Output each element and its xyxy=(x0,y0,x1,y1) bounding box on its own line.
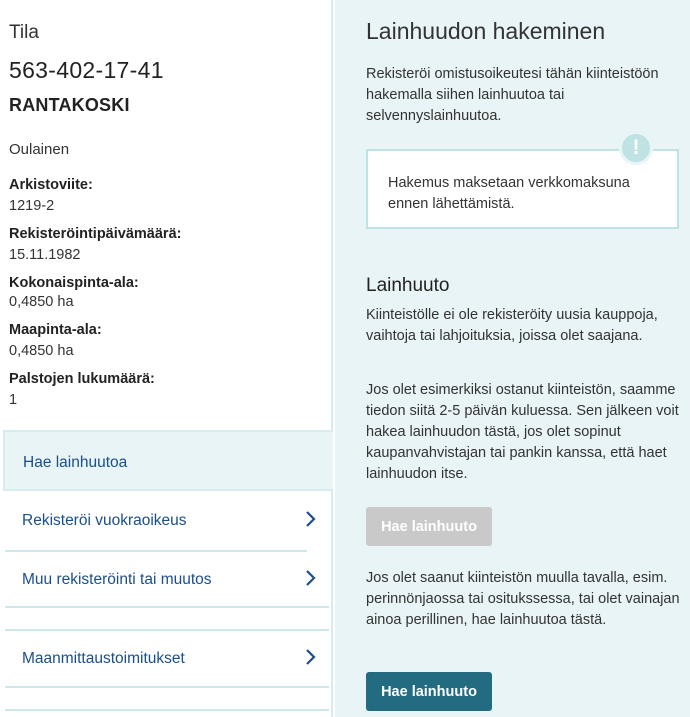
nav-item-maanmittaustoimitukset[interactable] xyxy=(5,630,329,690)
land-area-value: 0,4850 ha xyxy=(9,343,74,359)
action-nav xyxy=(0,430,333,717)
land-area-label: Maapinta-ala: xyxy=(9,322,102,338)
title-application-panel xyxy=(335,0,690,717)
divider xyxy=(5,686,329,688)
total-area-label: Kokonaispinta-ala: xyxy=(9,275,139,291)
chevron-right-icon xyxy=(303,647,317,667)
panel-title: Lainhuudon hakeminen xyxy=(366,18,606,44)
apply-title-button-disabled[interactable]: Hae lainhuuto xyxy=(366,507,492,546)
nav-item-label: Rekisteröi vuokraoikeus xyxy=(22,512,187,529)
archive-ref-value: 1219-2 xyxy=(9,198,55,214)
registration-date-value: 15.11.1982 xyxy=(9,247,81,263)
payment-notice-text: Hakemus maksetaan verkkomaksuna ennen lähettämistä. xyxy=(388,175,630,212)
exclamation-icon xyxy=(619,131,653,165)
property-number: 563-402-17-41 xyxy=(9,57,164,83)
property-sidebar xyxy=(0,0,333,717)
purchase-info-text: Jos olet esimerkiksi ostanut kiinteistön, saamme tiedon siitä 2-5 päivän kuluessa. Sen jälkeen voit hakea lainhuudon tästä, jos olet sopinut kaupanvahvistajan tai pankin kanssa, että haet lainhuudon itse. xyxy=(366,382,679,482)
parcel-count-label: Palstojen lukumäärä: xyxy=(9,371,155,387)
panel-intro: Rekisteröi omistusoikeutesi tähän kiinteistöön hakemalla siihen lainhuutoa tai selvennyslainhuutoa. xyxy=(366,66,659,124)
chevron-right-icon xyxy=(303,568,317,588)
section-title: Lainhuuto xyxy=(366,275,450,296)
total-area-value: 0,4850 ha xyxy=(9,294,74,310)
nav-item-muu-rekisterointi[interactable] xyxy=(5,551,329,611)
nav-item-label: Maanmittaustoimitukset xyxy=(22,650,185,667)
nav-item-label: Muu rekisteröinti tai muutos xyxy=(22,571,212,588)
property-type-label: Tila xyxy=(9,22,39,43)
other-acquisition-text: Jos olet saanut kiinteistön muulla tavalla, esim. perinnönjaossa tai ositukssessa, tai olet vainajan ainoa perillinen, hae lainhuutoa tästä. xyxy=(366,570,680,628)
chevron-right-icon xyxy=(303,509,317,529)
property-name: RANTAKOSKI xyxy=(9,95,130,115)
apply-title-button[interactable]: Hae lainhuuto xyxy=(366,672,492,711)
nav-item-hae-lainhuutoa[interactable] xyxy=(3,430,333,491)
divider xyxy=(5,709,329,711)
registration-date-label: Rekisteröintipäivämäärä: xyxy=(9,226,182,242)
divider xyxy=(5,606,329,608)
no-transactions-text: Kiinteistölle ei ole rekisteröity uusia kauppoja, vaihtoja tai lahjoituksia, joissa olet saajana. xyxy=(366,307,658,344)
parcel-count-value: 1 xyxy=(9,392,18,408)
municipality: Oulainen xyxy=(9,141,70,158)
nav-item-label: Hae lainhuutoa xyxy=(23,454,128,471)
archive-ref-label: Arkistoviite: xyxy=(9,177,93,193)
nav-item-rekisteroi-vuokraoikeus[interactable] xyxy=(5,492,329,552)
